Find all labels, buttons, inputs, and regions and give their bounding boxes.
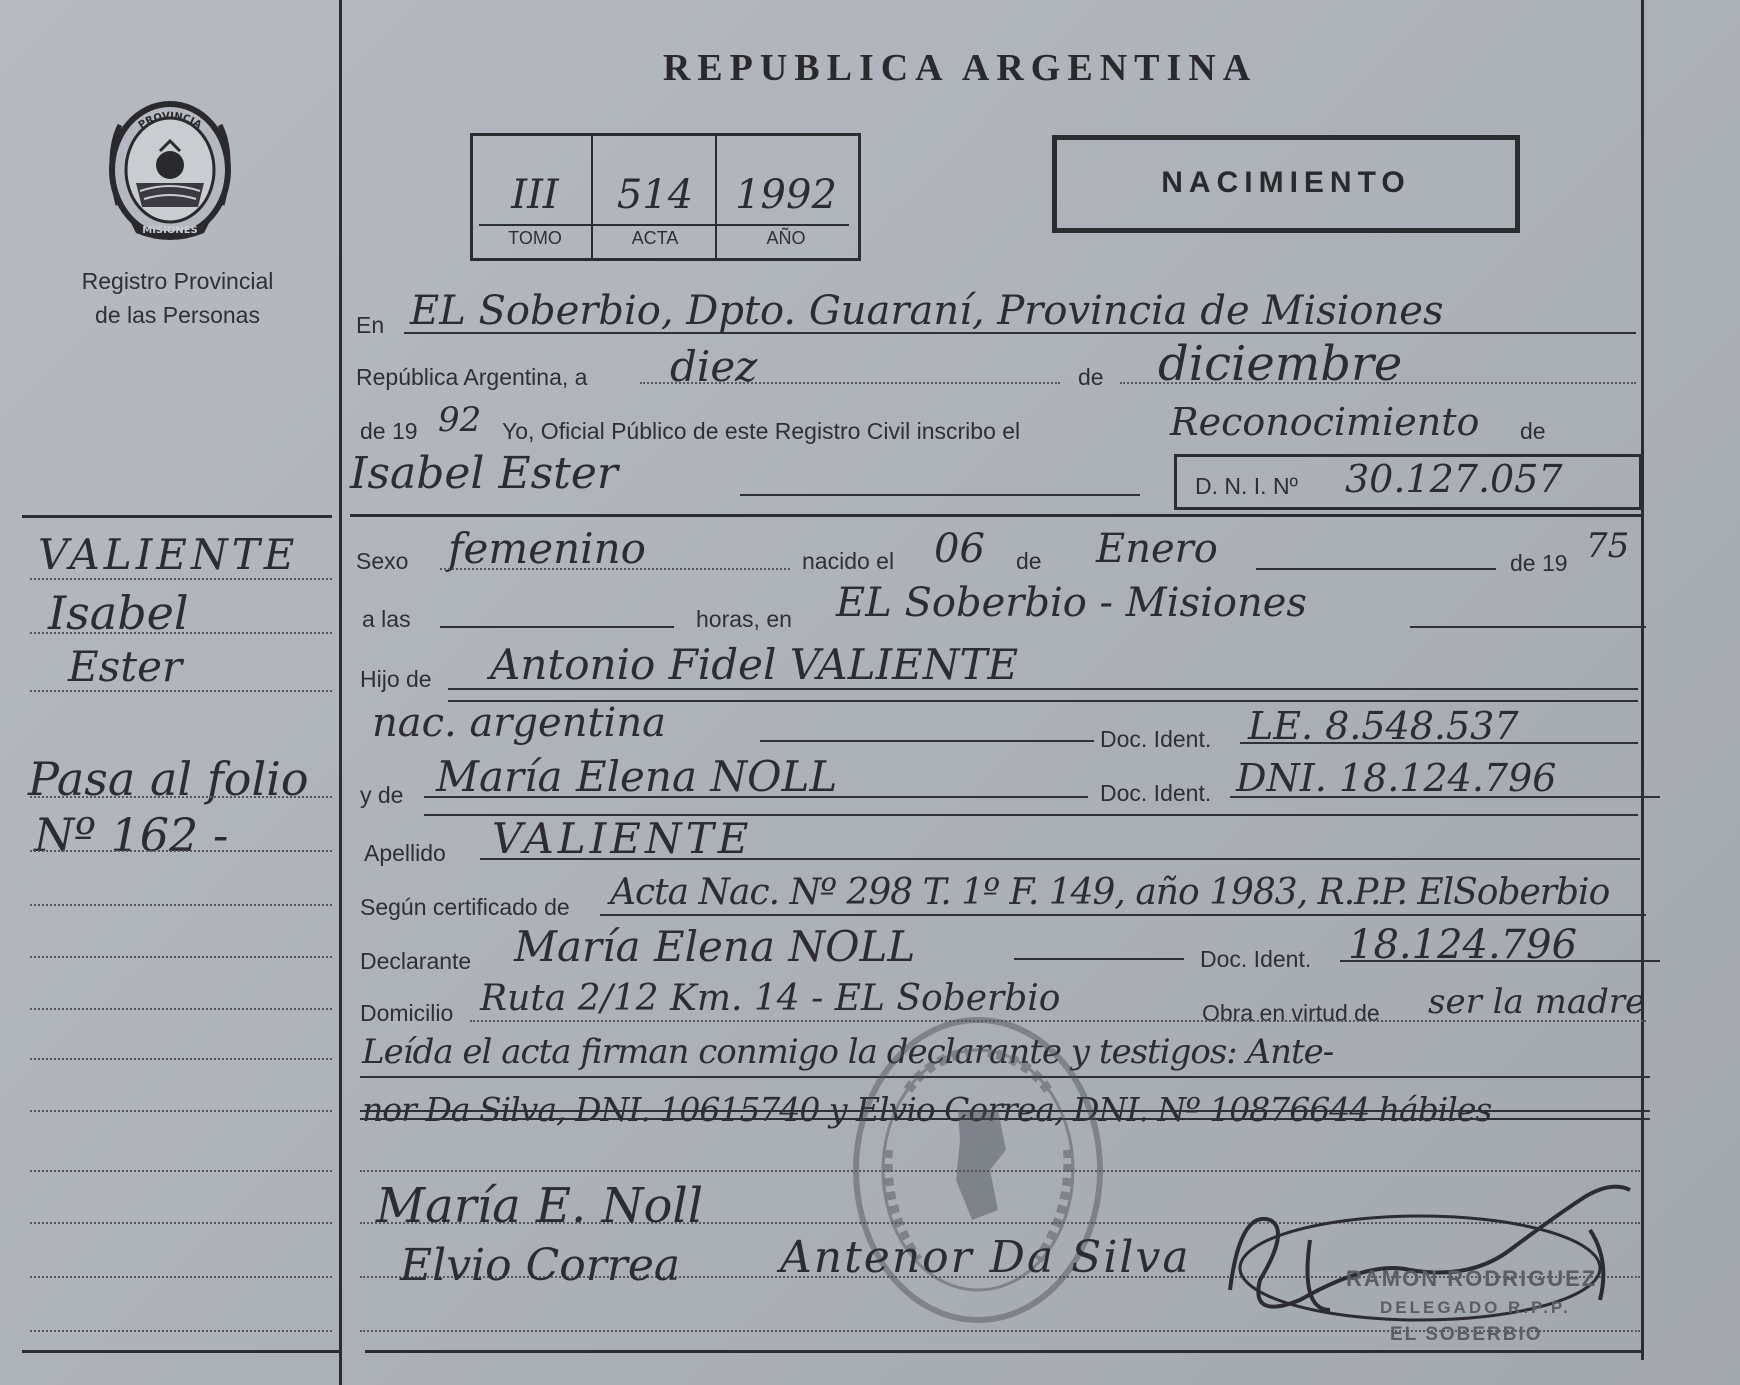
registry-name-line1: Registro Provincial [81, 268, 274, 294]
year-suffix: 92 [438, 400, 482, 440]
domicilio-label: Domicilio [360, 1000, 454, 1026]
birth-month: Enero [1096, 526, 1218, 572]
mother-doc: DNI. 18.124.796 [1236, 756, 1557, 800]
y-de-label: y de [360, 782, 404, 808]
domicilio-value: Ruta 2/12 Km. 14 - EL Soberbio [480, 978, 1061, 1019]
record-box [470, 133, 861, 261]
nacido-label: nacido el [802, 548, 895, 574]
father-doc: LE. 8.548.537 [1248, 704, 1519, 748]
day-value: diez [670, 342, 758, 391]
sexo-value: femenino [448, 524, 646, 573]
father-nac: nac. argentina [372, 700, 666, 746]
en-label: En [356, 312, 385, 338]
year-prefix: de 19 [360, 418, 418, 444]
father-doc-label: Doc. Ident. [1100, 726, 1212, 752]
apellido-value: VALIENTE [492, 814, 753, 863]
de-label: de [1078, 364, 1104, 390]
certificado-value: Acta Nac. Nº 298 T. 1º F. 149, año 1983, R.P.P. ElSoberbio [610, 872, 1610, 913]
de-label-3: de [1016, 548, 1042, 574]
person-name: Isabel Ester [350, 448, 618, 499]
birth-place: EL Soberbio - Misiones [836, 580, 1307, 626]
tomo-value: III [511, 172, 559, 218]
signature-declarante: María E. Noll [376, 1178, 704, 1234]
svg-text:MISIONES: MISIONES [142, 225, 198, 236]
de-label-2: de [1520, 418, 1546, 444]
acta-value: 514 [616, 172, 694, 218]
country-title: REPUBLICA ARGENTINA [662, 47, 1258, 89]
margin-note1: Pasa al folio [28, 752, 309, 806]
birth-year-suffix: 75 [1586, 526, 1630, 566]
misiones-emblem-icon [100, 95, 240, 245]
declarante-label: Declarante [360, 948, 472, 974]
hijo-label: Hijo de [360, 666, 432, 692]
anio-value: 1992 [735, 172, 837, 218]
margin-divider [339, 0, 342, 1385]
body-rule [350, 514, 1641, 517]
margin-note2: Nº 162 - [34, 808, 229, 862]
tomo-label: TOMO [508, 228, 562, 248]
stamp-name: RAMON RODRIGUEZ [1346, 1266, 1598, 1291]
father-name: Antonio Fidel VALIENTE [490, 640, 1019, 689]
bottom-rule [365, 1350, 1641, 1353]
doc-type-title: NACIMIENTO [1161, 166, 1411, 199]
sexo-label: Sexo [356, 548, 409, 574]
birth-year-prefix: de 19 [1510, 550, 1568, 576]
bottom-rule-left [22, 1350, 340, 1353]
act-type-value: Reconocimiento [1170, 400, 1480, 444]
a-las-label: a las [362, 606, 411, 632]
official-text: Yo, Oficial Público de este Registro Civil inscribo el [502, 418, 1021, 444]
margin-rule [22, 515, 332, 518]
doc-type-box [1052, 135, 1520, 233]
dni-box [1174, 454, 1642, 510]
segun-label: Según certificado de [360, 894, 570, 920]
declarante-doc-label: Doc. Ident. [1200, 946, 1312, 972]
birth-day: 06 [934, 526, 985, 572]
note-line1: Leída el acta firman conmigo la declarante y testigos: Ante- [362, 1032, 1334, 1072]
declarante-doc: 18.124.796 [1348, 922, 1578, 968]
mother-name: María Elena NOLL [436, 752, 838, 801]
signature-witness-1: Elvio Correa [400, 1240, 681, 1291]
right-border [1641, 0, 1644, 1360]
republica-label: República Argentina, a [356, 364, 588, 390]
obra-value: ser la madre [1428, 982, 1646, 1022]
mother-doc-label: Doc. Ident. [1100, 780, 1212, 806]
obra-label: Obra en virtud de [1202, 1000, 1380, 1026]
anio-label: AÑO [766, 228, 806, 248]
svg-text:PROVINCIA: PROVINCIA [136, 110, 204, 132]
dni-value: 30.127.057 [1345, 457, 1563, 501]
registry-name-line2: de las Personas [95, 302, 260, 328]
signature-witness-2: Antenor Da Silva [780, 1232, 1191, 1283]
stamp-title: DELEGADO R.P.P. [1380, 1298, 1571, 1317]
margin-name2: Ester [68, 642, 183, 691]
margin-surname: VALIENTE [38, 530, 299, 579]
month-value: diciembre [1158, 336, 1403, 392]
horas-label: horas, en [696, 606, 792, 632]
margin-name1: Isabel [48, 586, 189, 640]
place-value: EL Soberbio, Dpto. Guaraní, Provincia de Misiones [410, 288, 1444, 334]
declarante-value: María Elena NOLL [514, 922, 916, 971]
acta-label: ACTA [631, 228, 679, 248]
stamp-place: EL SOBERBIO [1390, 1324, 1543, 1345]
dni-label: D. N. I. Nº [1195, 473, 1298, 499]
note-line2: nor Da Silva, DNI. 10615740 y Elvio Correa, DNI. Nº 10876644 hábiles [362, 1090, 1492, 1129]
apellido-label: Apellido [364, 840, 446, 866]
